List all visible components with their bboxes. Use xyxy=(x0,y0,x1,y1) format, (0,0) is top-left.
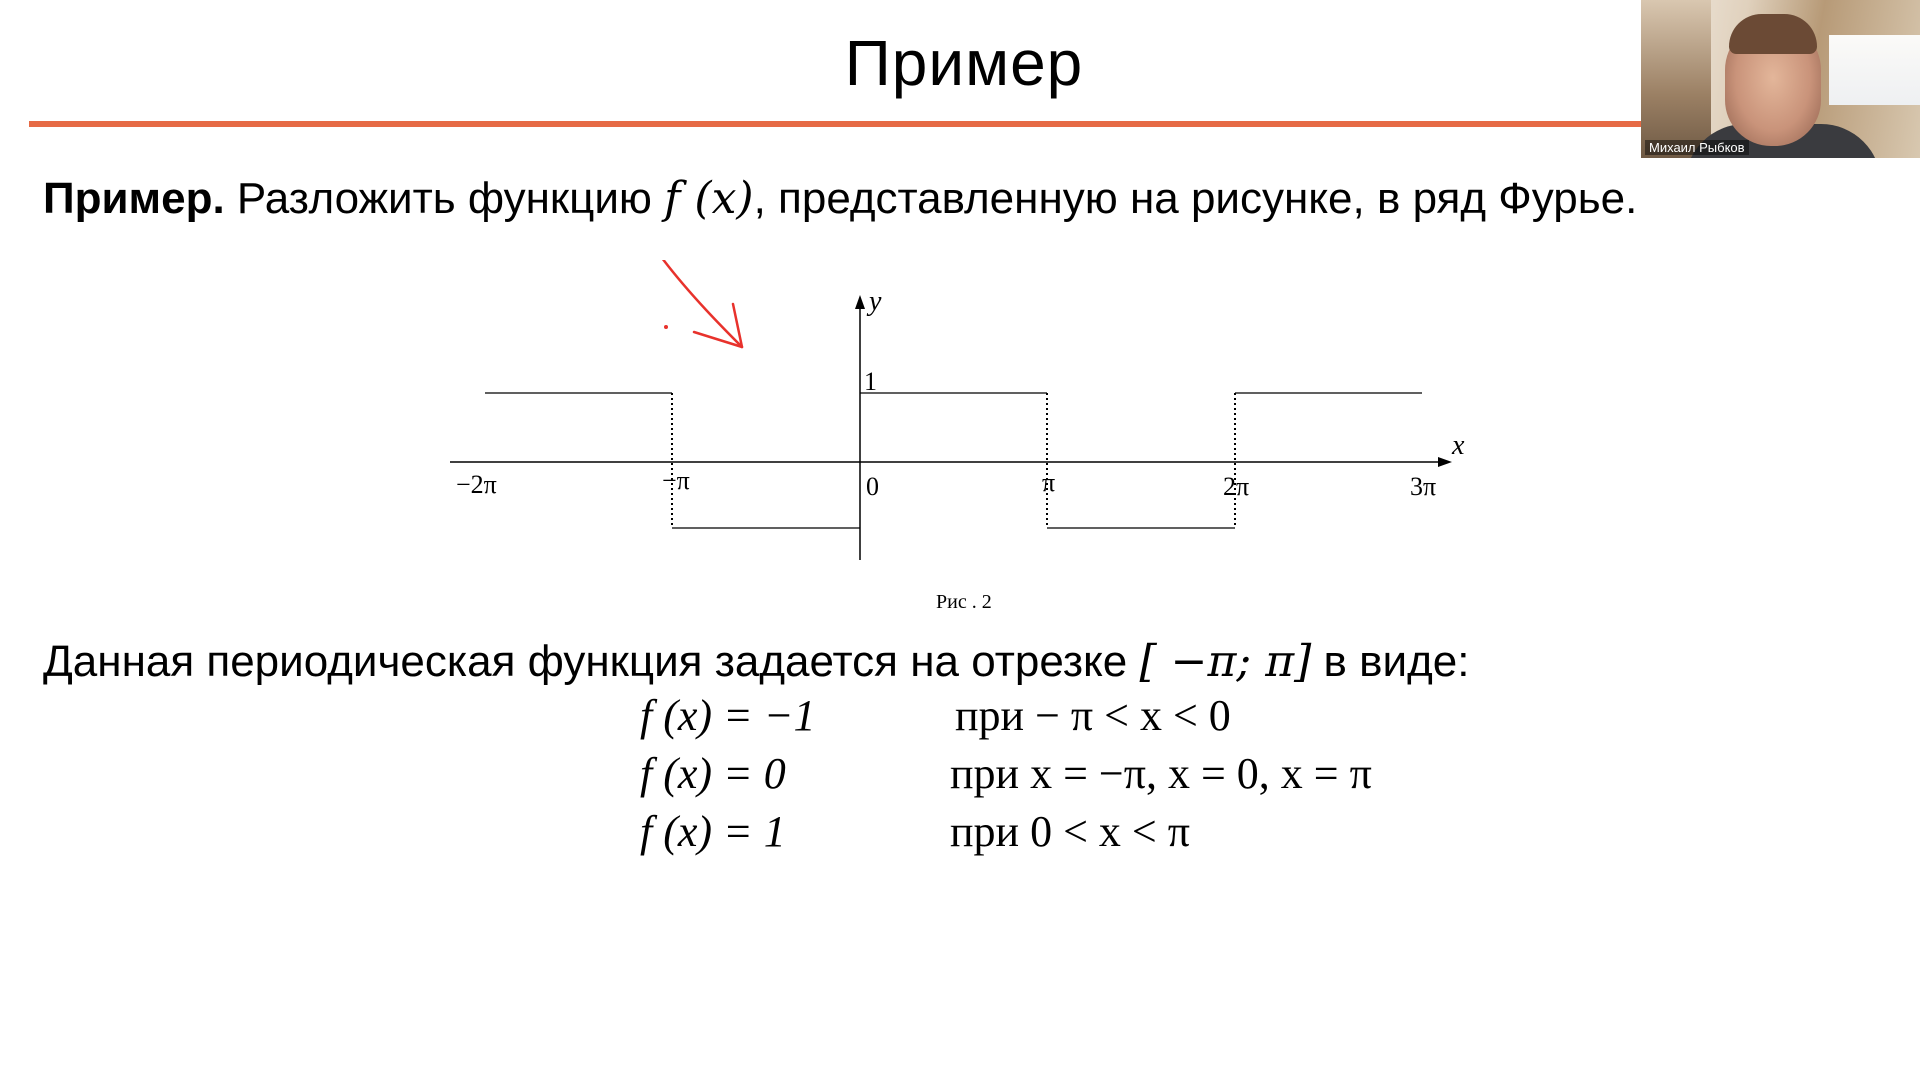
definition-lhs-1: f (x) = −1 xyxy=(640,691,816,740)
slide-title: Пример xyxy=(844,27,1084,99)
definition-lhs-2: f (x) = 0 xyxy=(640,749,786,798)
x-axis-label: x xyxy=(1452,430,1465,461)
x-axis-arrow xyxy=(1438,457,1452,467)
y-tick-label: 1 xyxy=(864,367,877,396)
problem-text-before: Разложить функцию xyxy=(224,174,665,223)
x-tick-label-3pi: 3π xyxy=(1410,472,1437,501)
y-axis-label: y xyxy=(869,286,882,317)
webcam-video[interactable] xyxy=(1641,0,1920,158)
y-axis-arrow xyxy=(855,295,865,309)
statement-text: Данная периодическая функция задается на отрезке xyxy=(43,637,1140,686)
x-tick-label-2pi: 2π xyxy=(1223,472,1250,501)
webcam-background-window xyxy=(1641,0,1711,158)
function-statement xyxy=(43,636,1469,687)
statement-text-after: в виде: xyxy=(1311,637,1470,686)
x-tick-label-neg-2pi: −2π xyxy=(456,470,497,499)
problem-text-after: , представленную на рисунке, в ряд Фурье. xyxy=(753,174,1638,223)
problem-label: Пример. xyxy=(43,174,225,223)
x-tick-label-0: 0 xyxy=(866,472,879,501)
definition-rhs-3: при 0 < x < π xyxy=(950,807,1190,856)
title-underline xyxy=(29,121,1641,127)
definition-rhs-1: при − π < x < 0 xyxy=(955,691,1231,740)
square-wave-graph xyxy=(440,260,1490,580)
definition-rhs-2: при x = −π, x = 0, x = π xyxy=(950,749,1372,798)
participant-name: Михаил Рыбков xyxy=(1645,140,1749,155)
x-tick-label-pi: π xyxy=(1042,468,1056,497)
problem-statement xyxy=(43,173,1637,224)
figure-caption: Рис . 2 xyxy=(936,591,992,613)
red-annotation-dot xyxy=(664,325,668,329)
webcam-hair xyxy=(1729,14,1817,54)
definition-lhs-3: f (x) = 1 xyxy=(640,807,786,856)
webcam-background-shelf xyxy=(1829,35,1920,105)
statement-interval: [ −π; π] xyxy=(1139,636,1312,687)
problem-function: f (x) xyxy=(664,173,754,224)
x-tick-label-neg-pi: −π xyxy=(662,466,690,495)
